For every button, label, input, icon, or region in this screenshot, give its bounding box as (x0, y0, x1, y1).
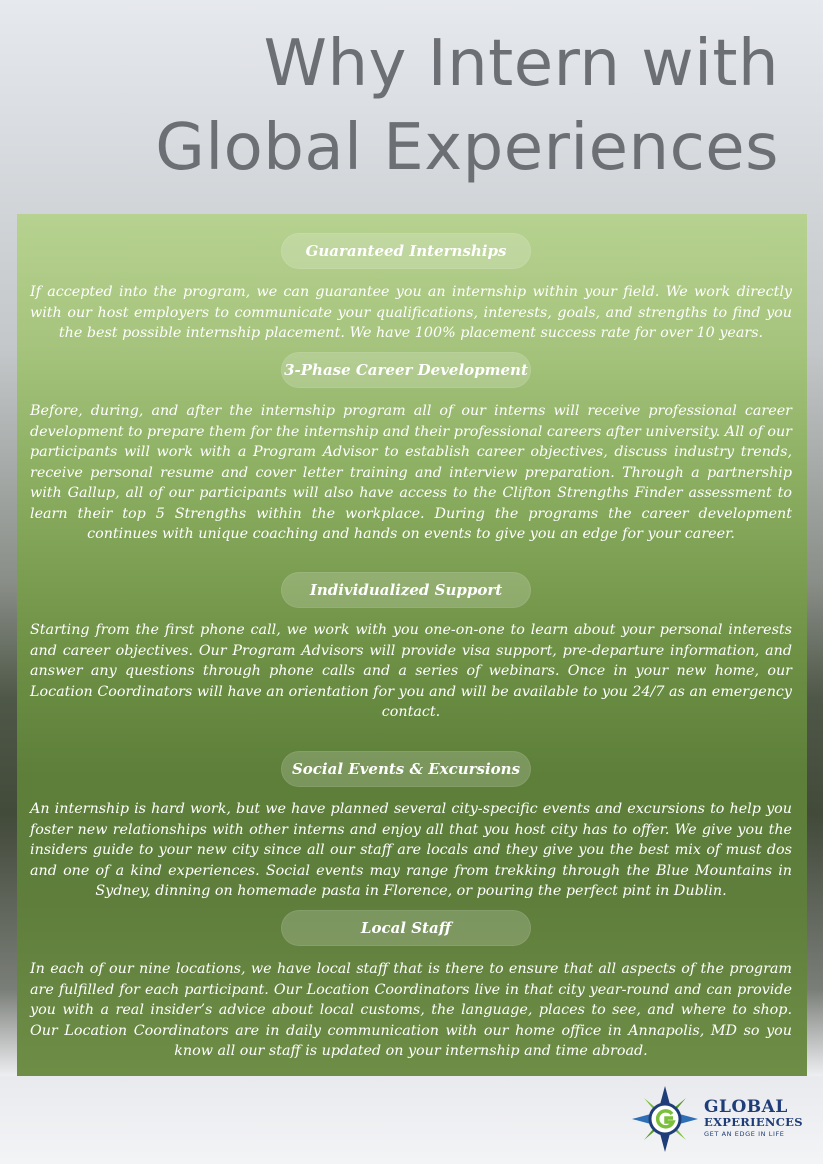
page-title (155, 22, 779, 190)
section-body-individualized-support: Starting from the first phone call, we work with you one-on-one to learn about your personal interests and career objectives. Our Program Advisors will provide visa support, pre-departure information, and answer any questions through phone calls and a series of webinars. Once in your new home, our Location Coordinators will have an orientation for you and will be available to you 24/7 as an emergency contact. (30, 622, 792, 720)
page-title-line-2: Global Experiences (155, 111, 779, 185)
compass-globe-logo-icon (632, 1086, 698, 1152)
section-heading-individualized-support: Individualized Support (281, 572, 531, 608)
section-heading-social-events: Social Events & Excursions (281, 751, 531, 787)
section-body-social-events: An internship is hard work, but we have planned several city-specific events and excursions to help you foster new relationships with other interns and enjoy all that you host city has to offer. We give you the insiders guide to your new city since all our staff are locals and they give you the best mix of must dos and one of a kind experiences. Social events may range from trekking through the Blue Mountains in Sydney, dinning on homemade pasta in Florence, or pouring the perfect pint in Dublin. (30, 801, 792, 899)
logo-tagline: GET AN EDGE IN LIFE (704, 1130, 785, 1138)
global-experiences-logo (632, 1086, 803, 1148)
section-heading-guaranteed-internships: Guaranteed Internships (281, 233, 531, 269)
page-title-line-1: Why Intern with (263, 27, 779, 101)
section-heading-local-staff: Local Staff (281, 910, 531, 946)
section-body-guaranteed-internships: If accepted into the program, we can guarantee you an internship within your field. We work directly with our host employers to communicate your qualifications, interests, goals, and strengths to find you the best possible internship placement. We have 100% placement success rate for over 10 years. (30, 284, 792, 341)
section-body-local-staff: In each of our nine locations, we have local staff that is there to ensure that all aspects of the program are fulfilled for each participant. Our Location Coordinators live in that city year-round and can provide you with a real insider’s advice about local customs, the language, places to see, and where to shop. Our Location Coordinators are in daily communication with our home office in Annapolis, MD so you know all our staff is updated on your internship and time abroad. (30, 961, 792, 1059)
logo-name-line-2: EXPERIENCES (704, 1115, 803, 1129)
section-body-career-development: Before, during, and after the internship program all of our interns will receive professional career development to prepare them for the internship and their professional careers after university. All of our participants will work with a Program Advisor to establish career objectives, discuss industry trends, receive personal resume and cover letter training and interview preparation. Through a partnership with Gallup, all of our participants will also have access to the Clifton Strengths Finder assessment to learn their top 5 Strengths within the workplace. During the programs the career development continues with unique coaching and hands on events to give you an edge for your career. (30, 403, 792, 542)
logo-name-line-1: GLOBAL (704, 1097, 788, 1117)
section-heading-career-development: 3-Phase Career Development (281, 352, 531, 388)
